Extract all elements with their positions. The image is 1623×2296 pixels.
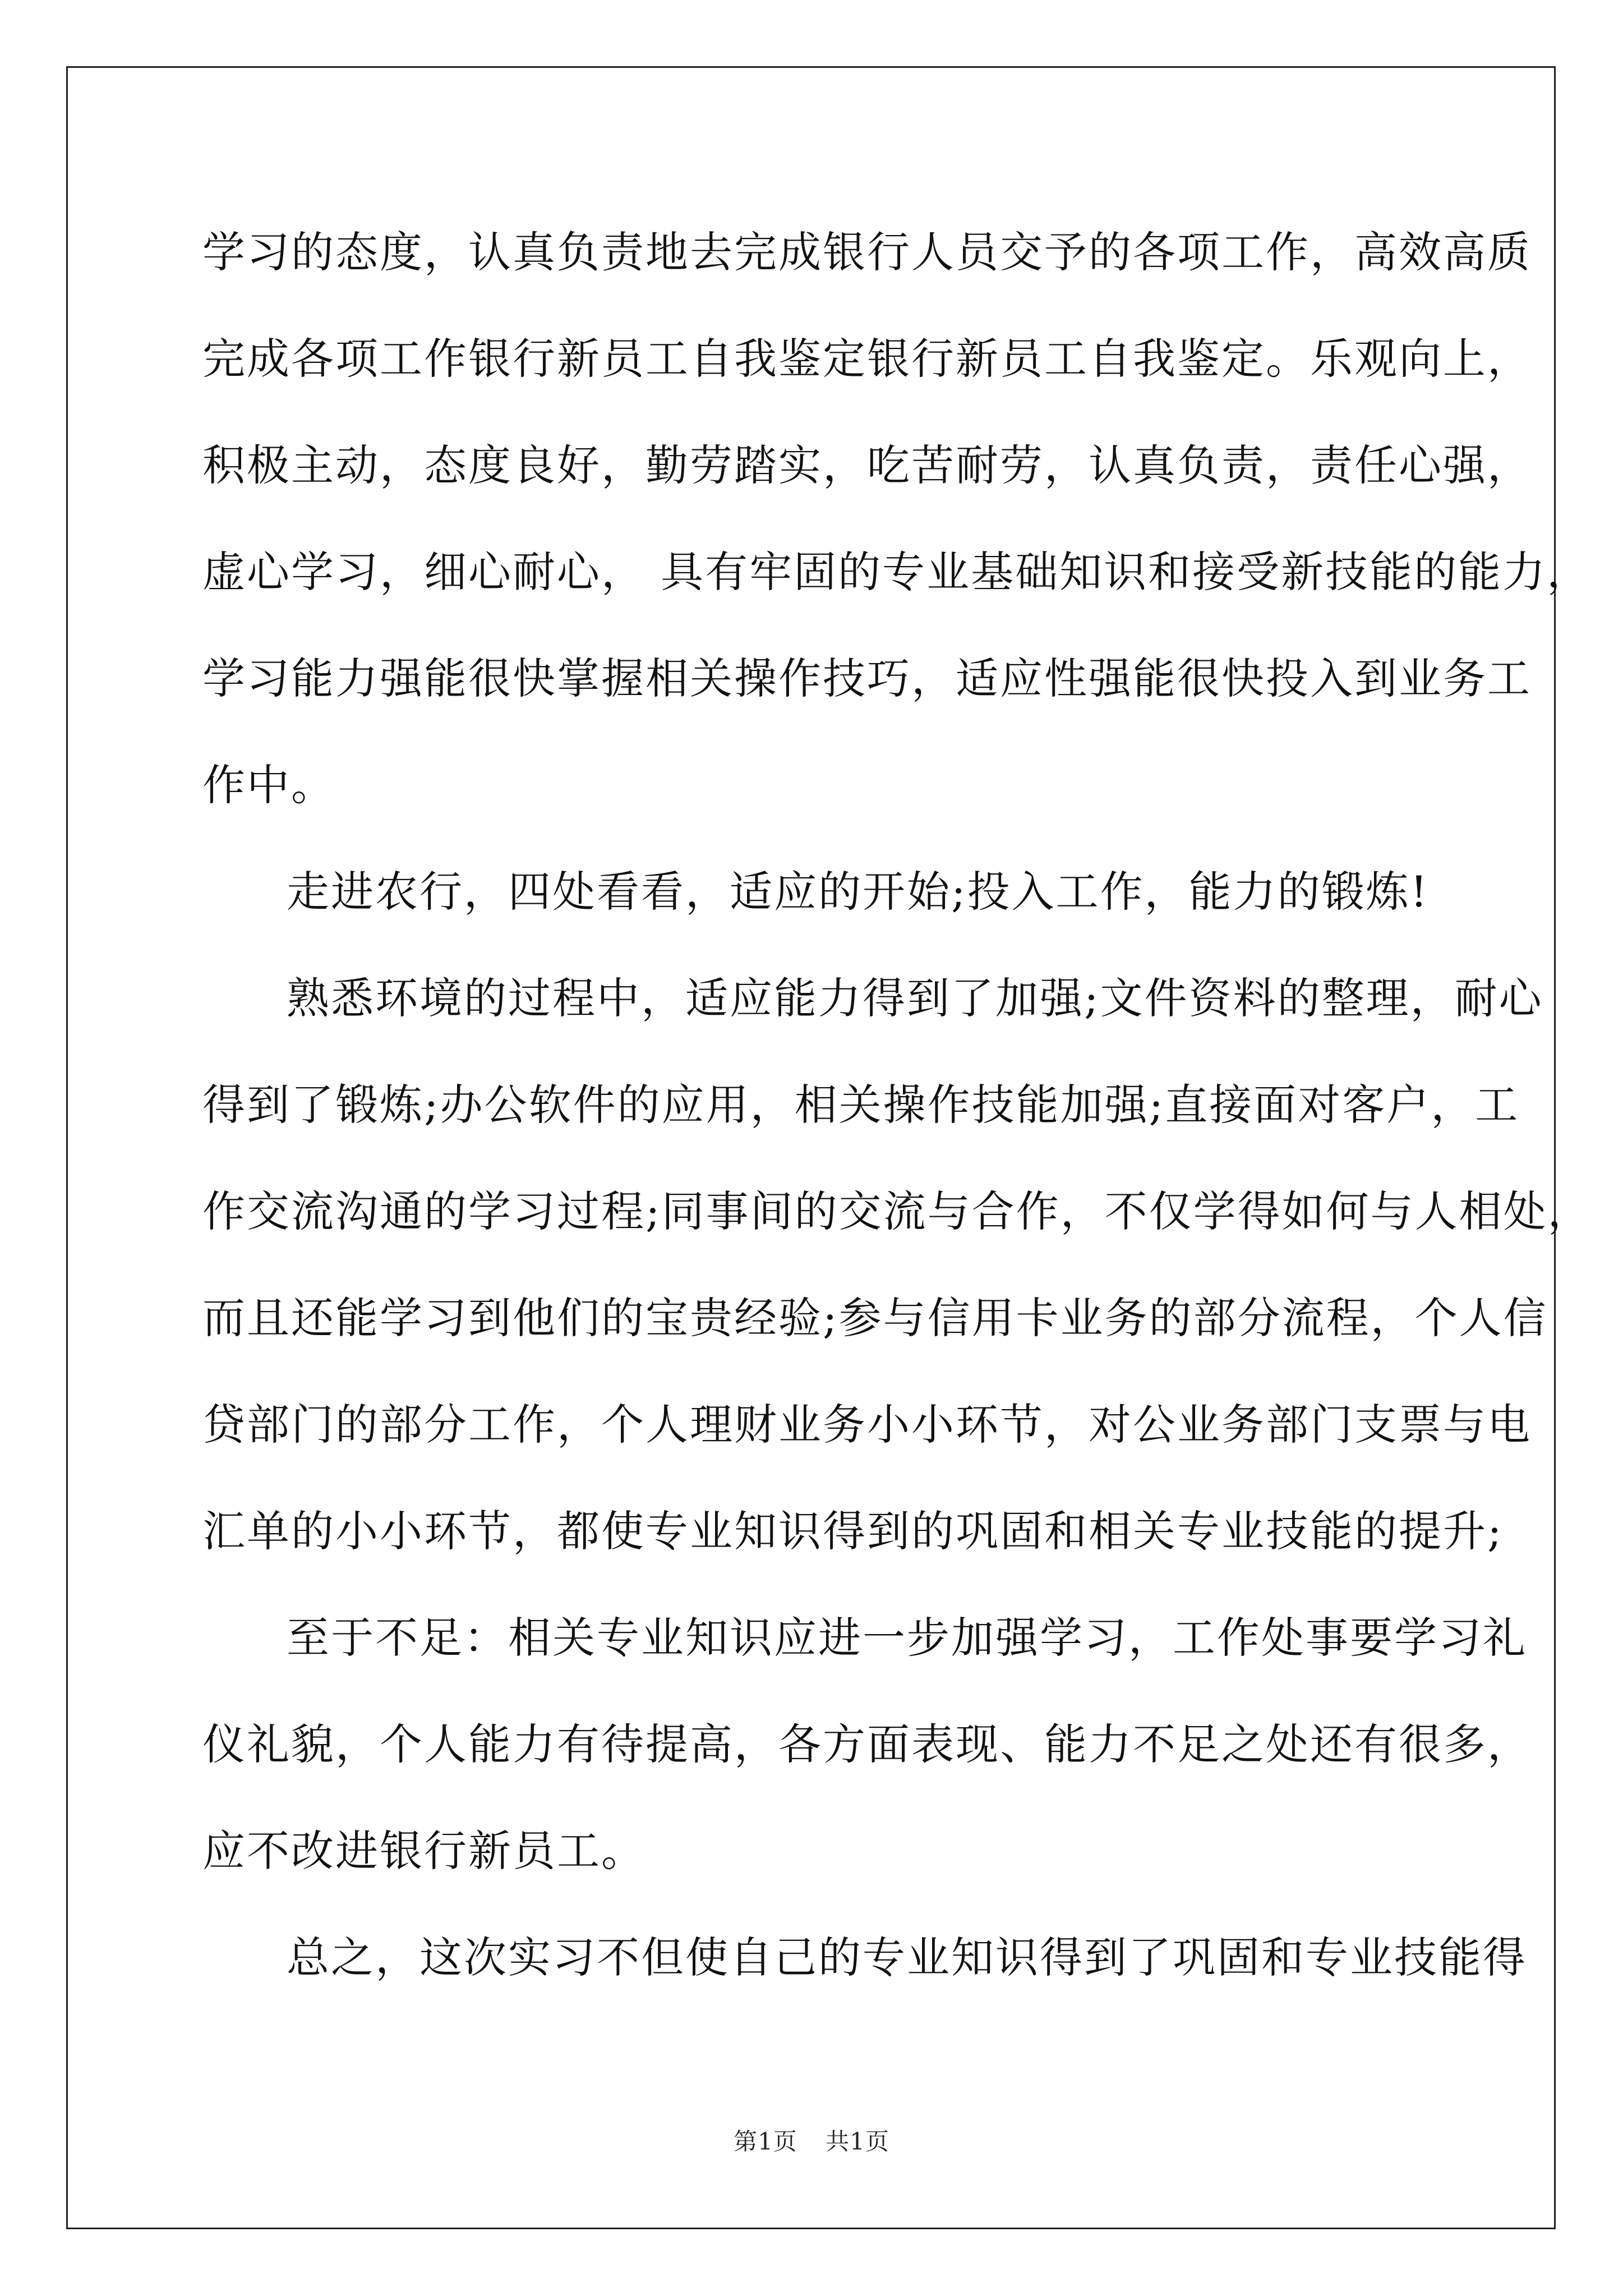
paragraph-start-line: 至于不足：相关专业知识应进一步加强学习，工作处事要学习礼 xyxy=(287,1613,1527,1663)
text-line: 虚心学习，细心耐心， 具有牢固的专业基础知识和接受新技能的能力， xyxy=(202,547,1592,597)
paragraph-start-line: 走进农行，四处看看，适应的开始;投入工作，能力的锻炼! xyxy=(287,867,1430,917)
text-line: 得到了锻炼;办公软件的应用，相关操作技能加强;直接面对客户，工 xyxy=(202,1080,1520,1130)
text-line: 而且还能学习到他们的宝贵经验;参与信用卡业务的部分流程，个人信 xyxy=(202,1293,1548,1343)
page-total: 共1页 xyxy=(826,2128,889,2155)
text-line: 学习能力强能很快掌握相关操作技巧，适应性强能很快投入到业务工 xyxy=(202,654,1532,703)
text-line: 积极主动，态度良好，勤劳踏实，吃苦耐劳，认真负责，责任心强， xyxy=(202,440,1532,490)
text-line: 作中。 xyxy=(202,760,335,810)
text-line: 贷部门的部分工作，个人理财业务小小环节，对公业务部门支票与电 xyxy=(202,1400,1532,1450)
text-line: 汇单的小小环节，都使专业知识得到的巩固和相关专业技能的提升; xyxy=(202,1506,1504,1556)
paragraph-start-line: 熟悉环境的过程中，适应能力得到了加强;文件资料的整理，耐心 xyxy=(287,973,1543,1023)
page-footer xyxy=(0,2123,1623,2157)
paragraph-start-line: 总之，这次实习不但使自己的专业知识得到了巩固和专业技能得 xyxy=(287,1932,1527,1982)
text-line: 学习的态度，认真负责地去完成银行人员交予的各项工作，高效高质 xyxy=(202,227,1532,277)
text-line: 完成各项工作银行新员工自我鉴定银行新员工自我鉴定。乐观向上， xyxy=(202,334,1532,384)
page-number: 第1页 xyxy=(734,2128,797,2155)
document-body xyxy=(202,199,1592,2011)
text-line: 作交流沟通的学习过程;同事间的交流与合作，不仅学得如何与人相处， xyxy=(202,1186,1592,1236)
text-line: 仪礼貌，个人能力有待提高，各方面表现、能力不足之处还有很多， xyxy=(202,1719,1532,1769)
text-line: 应不改进银行新员工。 xyxy=(202,1826,645,1876)
